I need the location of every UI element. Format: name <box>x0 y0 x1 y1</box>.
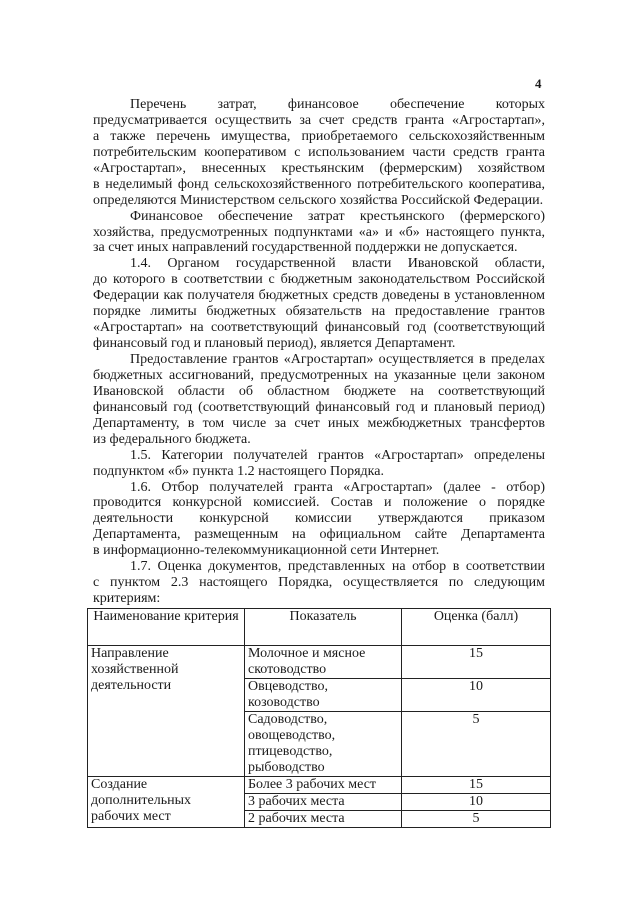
text-line: с пунктом 2.3 настоящего Порядка, осуществляется по следующим <box>93 575 545 591</box>
indicator-cell: Садоводство, овощеводство, птицеводство, рыбоводство <box>245 712 402 777</box>
paragraph <box>93 480 545 560</box>
text-line: «Агростартап» на соответствующий финансовый год (соответствующий <box>93 320 545 336</box>
text-line: предусматривается осуществить за счет средств гранта «Агростартап», <box>93 112 545 128</box>
header-indicator: Показатель <box>245 609 402 646</box>
text-line: а также перечень имущества, приобретаемого сельскохозяйственным <box>93 128 545 144</box>
text-line: Ивановской области об областном бюджете на соответствующий <box>93 383 545 399</box>
text-line: 1.5. Категории получателей грантов «Агростартап» определены <box>130 447 545 463</box>
table-header-row <box>88 609 551 646</box>
text-line: Предоставление грантов «Агростартап» осуществляется в пределах <box>130 352 545 367</box>
text-line: бюджетных ассигнований, предусмотренных на указанные цели законом <box>93 367 545 383</box>
paragraph <box>93 559 545 607</box>
text-line: критериям: <box>93 591 161 607</box>
text-line: в информационно-телекоммуникационной сети Интернет. <box>93 543 440 559</box>
criterion-cell: Направление хозяйственной деятельности <box>88 646 245 777</box>
text-line: 1.7. Оценка документов, представленных на отбор в соответствии <box>130 559 545 575</box>
table-row <box>88 777 551 794</box>
paragraph <box>93 256 545 352</box>
paragraph <box>93 448 545 480</box>
text-line: из федерального бюджета. <box>93 431 251 447</box>
indicator-cell: 3 рабочих места <box>245 794 402 811</box>
paragraph <box>93 352 545 448</box>
text-line: подпунктом «б» пункта 1.2 настоящего Порядка. <box>93 463 384 479</box>
text-line: в неделимый фонд сельскохозяйственного потребительского кооператива, <box>93 176 545 192</box>
score-cell: 10 <box>402 794 551 811</box>
table-row <box>88 646 551 679</box>
score-cell: 5 <box>402 712 551 777</box>
score-cell: 15 <box>402 646 551 679</box>
text-line: 1.4. Органом государственной власти Ивановской области, <box>130 256 545 272</box>
page-number: 4 <box>535 76 542 91</box>
text-line: Финансовое обеспечение затрат крестьянского (фермерского) <box>130 208 545 224</box>
score-cell: 15 <box>402 777 551 794</box>
text-line: Федерации как получателя бюджетных средств доведены в установленном <box>93 288 545 304</box>
text-line: деятельности конкурсной комиссии утверждаются приказом <box>93 511 545 527</box>
indicator-cell: Овцеводство, козоводство <box>245 679 402 712</box>
text-line: потребительским кооперативом с использованием части средств гранта <box>93 144 545 160</box>
indicator-cell: 2 рабочих места <box>245 811 402 828</box>
header-criterion: Наименование критерия <box>88 609 245 646</box>
text-line: Департаменту, в том числе за счет иных межбюджетных трансфертов <box>93 415 545 431</box>
header-score: Оценка (балл) <box>402 609 551 646</box>
text-line: «Агростартап», внесенных крестьянским (фермерским) хозяйством <box>93 160 545 176</box>
text-line: 1.6. Отбор получателей гранта «Агростартап» (далее - отбор) <box>130 479 545 495</box>
indicator-cell: Молочное и мясное скотоводство <box>245 646 402 679</box>
paragraph <box>93 97 545 209</box>
text-line: Департамента, размещенным на официальном сайте Департамента <box>93 527 545 543</box>
body-text <box>93 97 545 607</box>
score-cell: 10 <box>402 679 551 712</box>
score-cell: 5 <box>402 811 551 828</box>
text-line: финансовый год и плановый период), является Департамент. <box>93 336 456 352</box>
indicator-cell: Более 3 рабочих мест <box>245 777 402 794</box>
criteria-table <box>87 608 551 828</box>
text-line: Перечень затрат, финансовое обеспечение которых <box>130 97 545 112</box>
text-line: за счет иных направлений государственной поддержки не допускается. <box>93 240 518 256</box>
criterion-cell: Создание дополнительных рабочих мест <box>88 777 245 828</box>
text-line: до которого в соответствии с бюджетным законодательством Российской <box>93 272 545 288</box>
text-line: определяются Министерством сельского хозяйства Российской Федерации. <box>93 192 544 208</box>
text-line: проводится конкурсной комиссией. Состав и положение о порядке <box>93 495 545 511</box>
text-line: хозяйства, предусмотренных подпунктами «а» и «б» настоящего пункта, <box>93 224 545 240</box>
paragraph <box>93 209 545 257</box>
text-line: финансовый год (соответствующий финансовый год и плановый период) <box>93 399 545 415</box>
text-line: порядке лимиты бюджетных обязательств на предоставление грантов <box>93 304 545 320</box>
